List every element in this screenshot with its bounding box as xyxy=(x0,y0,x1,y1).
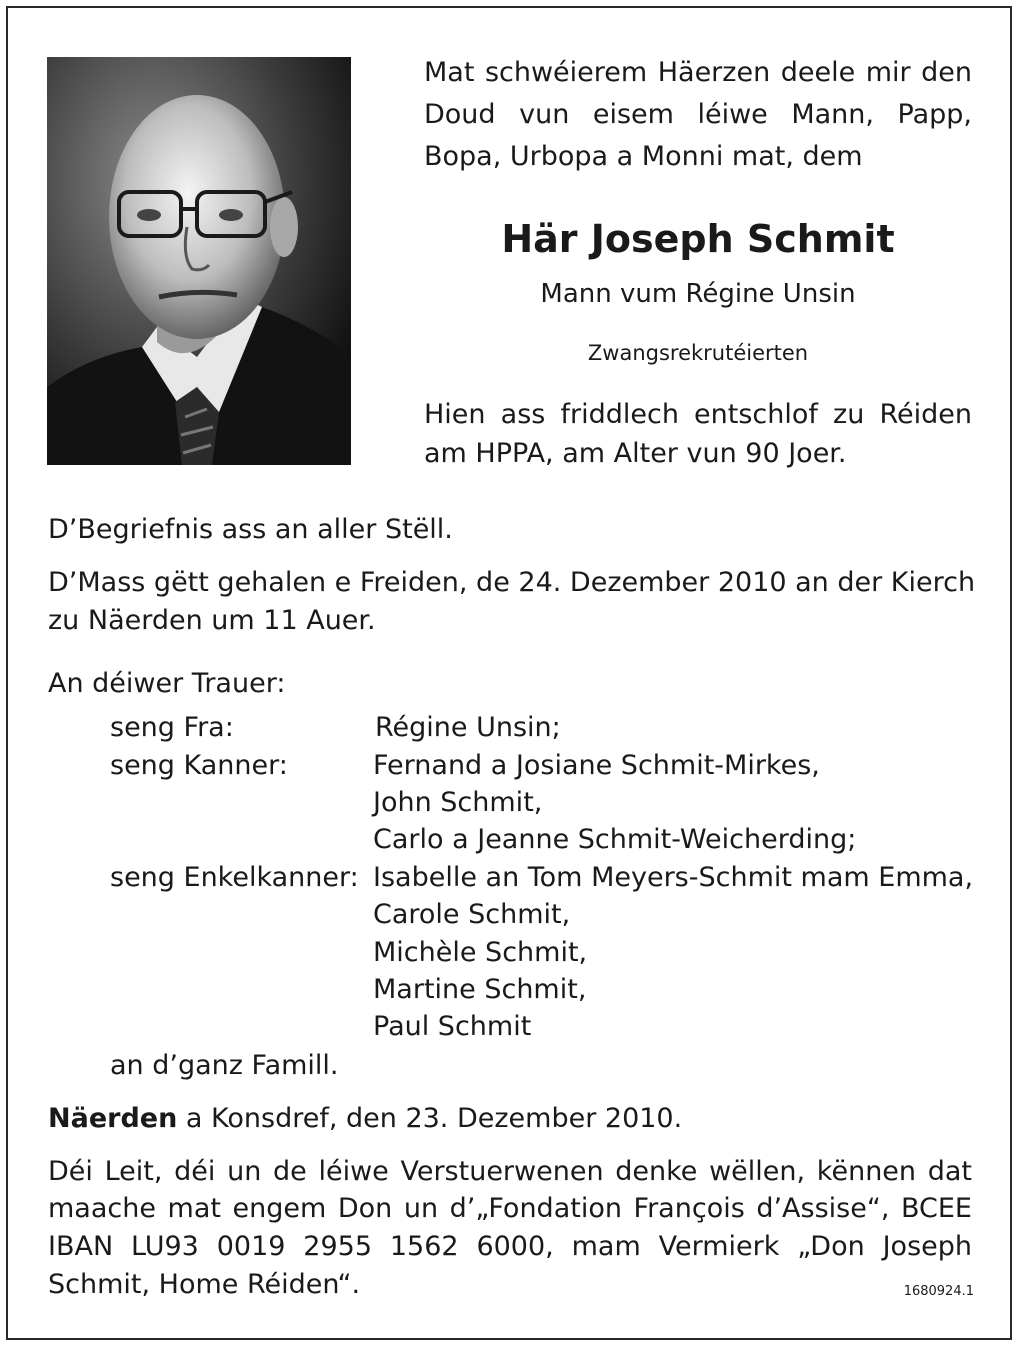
passing-line-1: Hien ass friddlech entschlof zu Réiden xyxy=(424,399,972,430)
intro-line-3: Bopa, Urbopa a Monni mat, dem xyxy=(424,141,863,172)
passing-line-2: am HPPA, am Alter vun 90 Joer. xyxy=(424,438,847,469)
child-entry: Carlo a Jeanne Schmit-Weicherding; xyxy=(373,824,857,855)
portrait-photo xyxy=(47,57,351,465)
donation-line-2: maache mat engem Don un d’„Fondation François d’Assise“, BCEE xyxy=(48,1193,972,1224)
children-label: seng Kanner: xyxy=(110,750,288,781)
mourners-heading: An déiwer Trauer: xyxy=(48,668,286,699)
reference-number: 1680924.1 xyxy=(903,1284,974,1299)
mass-line-1: D’Mass gëtt gehalen e Freiden, de 24. Dezember 2010 an der Kierch xyxy=(48,567,976,598)
intro-line-2: Doud vun eisem léiwe Mann, Papp, xyxy=(424,99,972,130)
place-name: Näerden xyxy=(48,1103,178,1134)
donation-line-3: IBAN LU93 0019 2955 1562 6000, mam Vermierk „Don Joseph xyxy=(48,1231,972,1262)
place-date-rest: a Konsdref, den 23. Dezember 2010. xyxy=(177,1103,683,1134)
deceased-name: Här Joseph Schmit xyxy=(501,217,895,261)
intro-line-1: Mat schwéierem Häerzen deele mir den xyxy=(424,57,972,88)
grandchild-entry: Isabelle an Tom Meyers-Schmit mam Emma, xyxy=(373,862,974,893)
family-line: an d’ganz Famill. xyxy=(110,1050,339,1081)
donation-line-1: Déi Leit, déi un de léiwe Verstuerwenen denke wëllen, kënnen dat xyxy=(48,1156,972,1187)
grandchild-entry: Michèle Schmit, xyxy=(373,937,588,968)
place-date xyxy=(48,1102,682,1136)
deceased-note: Zwangsrekrutéierten xyxy=(587,341,809,365)
spouse-line: Mann vum Régine Unsin xyxy=(540,279,856,309)
burial-text: D’Begriefnis ass an aller Stëll. xyxy=(48,514,453,545)
wife-name: Régine Unsin; xyxy=(375,712,561,743)
grandchild-entry: Carole Schmit, xyxy=(373,899,571,930)
grandchildren-label: seng Enkelkanner: xyxy=(110,862,359,893)
child-entry: Fernand a Josiane Schmit-Mirkes, xyxy=(373,750,820,781)
mass-line-2: zu Näerden um 11 Auer. xyxy=(48,605,376,636)
child-entry: John Schmit, xyxy=(373,787,543,818)
wife-label: seng Fra: xyxy=(110,712,234,743)
donation-line-4: Schmit, Home Réiden“. xyxy=(48,1269,361,1300)
grandchild-entry: Paul Schmit xyxy=(373,1011,532,1042)
grandchild-entry: Martine Schmit, xyxy=(373,974,587,1005)
